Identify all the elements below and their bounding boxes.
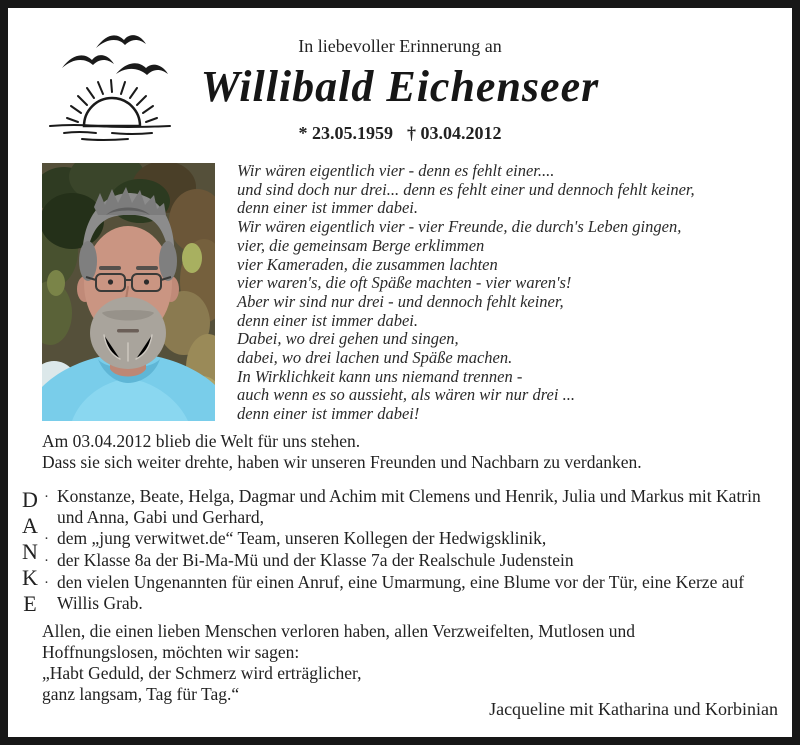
quote-line: ganz langsam, Tag für Tag.“ [42, 684, 240, 704]
thanks-item-text: Konstanze, Beate, Helga, Dagmar und Achim mit Clemens und Henrik, Julia und Markus mit Katrin und Anna, Gabi und Gerhard, [57, 486, 761, 527]
memorial-intro: In liebevoller Erinnerung an [298, 36, 502, 56]
memorial-poem [237, 162, 782, 424]
poem-line: denn einer ist immer dabei! [237, 404, 420, 424]
thanks-item [44, 528, 786, 550]
poem-line: denn einer ist immer dabei. [237, 198, 419, 218]
bullet-dot-icon: · [44, 531, 49, 547]
deceased-name: Willibald Eichenseer [200, 62, 600, 111]
poem-line: Aber wir sind nur drei - und dennoch fehlt keiner, [237, 291, 564, 311]
poem-line: vier Kameraden, die zusammen lachten [237, 254, 498, 274]
poem-line: In Wirklichkeit kann uns niemand trennen - [237, 366, 523, 386]
bullet-dot-icon: · [44, 553, 49, 569]
thanks-item [44, 486, 786, 528]
opening-line: Am 03.04.2012 blieb die Welt für uns stehen. [42, 431, 361, 451]
danke-letter: D [22, 487, 38, 512]
closing-paragraph [42, 621, 752, 663]
danke-letter: N [22, 539, 38, 564]
thanks-item-text: der Klasse 8a der Bi-Ma-Mü und der Klasse 7a der Realschule Judenstein [57, 550, 574, 570]
family-signature: Jacqueline mit Katharina und Korbinian [489, 699, 778, 719]
poem-line: Wir wären eigentlich vier - vier Freunde, die durch's Leben gingen, [237, 217, 682, 237]
opening-paragraph [42, 431, 782, 473]
quote-line: „Habt Geduld, der Schmerz wird erträglicher, [42, 663, 362, 683]
thanks-list [44, 486, 786, 614]
thanks-item-text: dem „jung verwitwet.de“ Team, unseren Kollegen der Hedwigsklinik, [57, 528, 547, 548]
poem-line: dabei, wo drei lachen und Späße machen. [237, 348, 513, 368]
opening-line: Dass sie sich weiter drehte, haben wir unseren Freunden und Nachbarn zu verdanken. [42, 452, 642, 472]
poem-line: vier waren's, die oft Späße machten - vier waren's! [237, 273, 572, 293]
danke-letter: E [23, 591, 37, 616]
poem-line: Wir wären eigentlich vier - denn es fehlt einer.... [237, 161, 555, 180]
poem-line: denn einer ist immer dabei. [237, 310, 419, 330]
danke-letter: K [22, 565, 38, 590]
life-dates [8, 123, 792, 144]
danke-letter: A [22, 513, 38, 538]
poem-line: Dabei, wo drei gehen und singen, [237, 329, 459, 349]
thanks-item-text: den vielen Ungenannten für einen Anruf, eine Umarmung, eine Blume vor der Tür, eine Kerze auf Willis Grab. [57, 572, 745, 613]
thanks-item [44, 572, 786, 614]
danke-vertical-word [16, 486, 44, 614]
poem-line: auch wenn es so aussieht, als wären wir nur drei ... [237, 385, 575, 405]
poem-line: vier, die gemeinsam Berge erklimmen [237, 235, 485, 255]
birth-date: * 23.05.1959 [298, 123, 393, 143]
bullet-dot-icon: · [44, 575, 49, 591]
thanks-item [44, 550, 786, 572]
portrait-photo [42, 163, 215, 421]
bullet-dot-icon: · [44, 489, 49, 505]
death-date: † 03.04.2012 [407, 123, 502, 143]
poem-line: und sind doch nur drei... denn es fehlt einer und dennoch fehlt keiner, [237, 179, 695, 199]
thanks-section [16, 486, 786, 614]
closing-line: Allen, die einen lieben Menschen verloren haben, allen Verzweifelten, Mutlosen und [42, 621, 636, 641]
closing-line: Hoffnungslosen, möchten wir sagen: [42, 642, 300, 662]
